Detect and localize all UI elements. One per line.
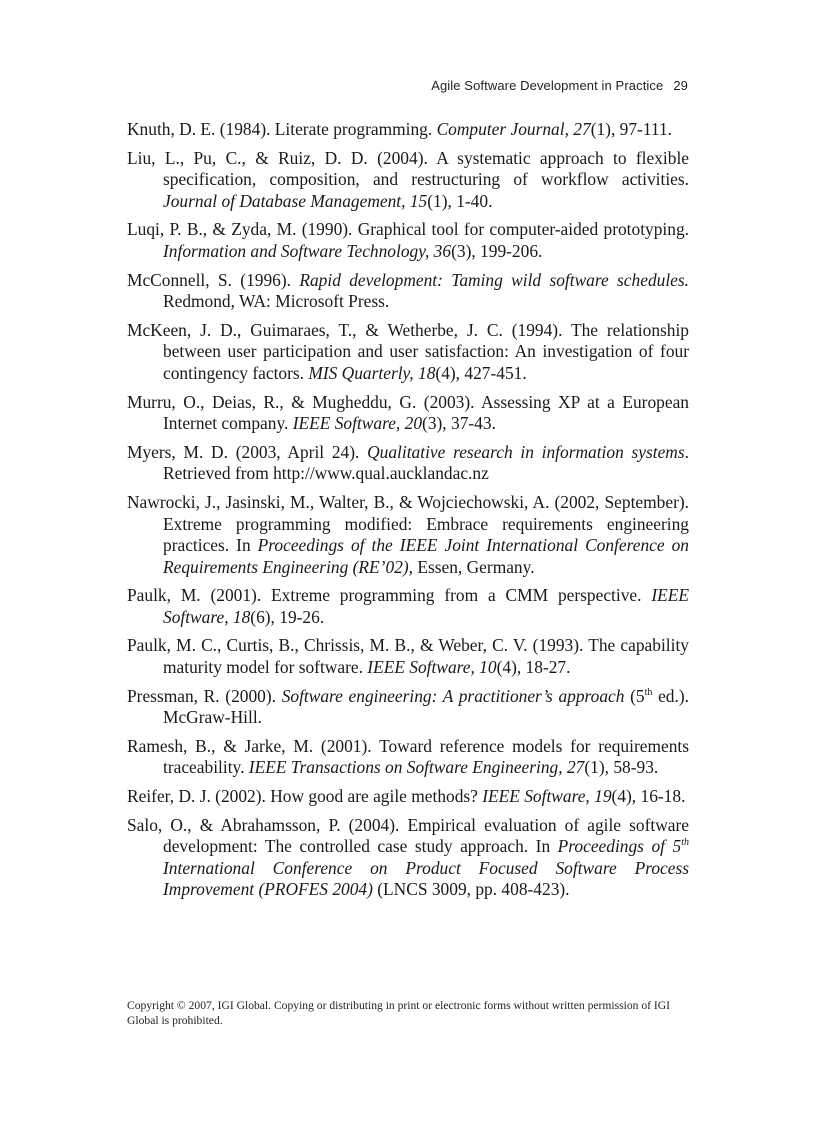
reference-entry — [127, 736, 689, 779]
reference-text: (4), 427-451. — [435, 362, 527, 383]
reference-entry — [127, 686, 689, 729]
reference-text: (LNCS 3009, pp. 408-423). — [372, 879, 570, 900]
reference-text: Paulk, M. (2001). Extreme programming from a CMM perspective. — [127, 585, 652, 606]
reference-italic-text: Software engineering: A practitioner’s approach — [281, 685, 625, 706]
reference-entry — [127, 786, 689, 808]
reference-entry — [127, 148, 689, 213]
reference-text: Redmond, WA: Microsoft Press. — [163, 291, 390, 312]
reference-text: , Essen, Germany. — [408, 556, 535, 577]
reference-italic-text: IEEE Software, 10 — [367, 657, 497, 678]
reference-text: . Retrieved from http://www.qual.aucklandac.nz — [163, 441, 689, 484]
superscript: th — [644, 686, 653, 698]
reference-italic-text: IEEE Software, 20 — [292, 413, 423, 434]
reference-text: Murru, O., Deias, R., & Mugheddu, G. (2003). Assessing XP at a European Internet company. — [127, 391, 689, 434]
reference-italic-text: IEEE Software, 18 — [163, 585, 689, 627]
reference-italic-text: Proceedings of 5 — [557, 836, 682, 857]
reference-entry — [127, 815, 689, 901]
reference-italic-text: IEEE Transactions on Software Engineering, 27 — [248, 757, 585, 778]
reference-text: (3), 37-43. — [422, 413, 496, 434]
reference-text: (5 — [624, 685, 645, 706]
reference-italic-text: Information and Software Technology, 36 — [163, 240, 452, 261]
reference-text: McKeen, J. D., Guimaraes, T., & Wetherbe, J. C. (1994). The relationship between user participation and user satisfaction: An investigation of four contingency factors. — [127, 319, 689, 383]
reference-text: (1), 1-40. — [427, 190, 493, 211]
reference-text: (4), 16-18. — [611, 786, 686, 807]
reference-text: Luqi, P. B., & Zyda, M. (1990). Graphical tool for computer-aided prototyping. — [127, 219, 689, 240]
reference-text: (4), 18-27. — [496, 657, 571, 678]
reference-text: Ramesh, B., & Jarke, M. (2001). Toward reference models for requirements traceability. — [127, 735, 689, 778]
reference-text: Nawrocki, J., Jasinski, M., Walter, B., & Wojciechowski, A. (2002, September). Extreme programming modified: Embrace requirements engineering practices. In — [127, 491, 689, 556]
reference-text: ed.). McGraw-Hill. — [163, 685, 689, 728]
reference-italic-text: IEEE Software, 19 — [482, 786, 612, 807]
running-title: Agile Software Development in Practice — [431, 78, 664, 93]
reference-text: (1), 58-93. — [584, 757, 659, 778]
reference-italic-text: Journal of Database Management, 15 — [163, 190, 428, 211]
reference-text: Knuth, D. E. (1984). Literate programming. — [127, 119, 437, 139]
page-number: 29 — [673, 78, 688, 93]
reference-entry — [127, 442, 689, 485]
reference-italic-text: Rapid development: Taming wild software schedules. — [299, 269, 689, 290]
reference-text: Salo, O., & Abrahamsson, P. (2004). Empirical evaluation of agile software development: The controlled case study approach. In — [127, 814, 689, 857]
reference-text: (1), 97-111. — [590, 119, 672, 139]
reference-entry — [127, 119, 689, 141]
reference-text: (6), 19-26. — [250, 606, 325, 627]
reference-entry — [127, 320, 689, 385]
reference-entry — [127, 585, 689, 628]
reference-text: Myers, M. D. (2003, April 24). — [127, 441, 368, 462]
reference-text: Reifer, D. J. (2002). How good are agile methods? — [127, 786, 483, 807]
superscript: th — [681, 837, 689, 849]
reference-italic-text: Computer Journal, 27 — [436, 119, 591, 139]
reference-text: (3), 199-206. — [451, 240, 543, 261]
reference-italic-text: MIS Quarterly, 18 — [308, 362, 436, 383]
reference-italic-text: International Conference on Product Focused Software Process Improvement (PROFES 2004) — [163, 857, 689, 900]
reference-text: Liu, L., Pu, C., & Ruiz, D. D. (2004). A systematic approach to flexible specification, composition, and restructuring of workflow activities. — [127, 147, 689, 190]
reference-italic-text: Qualitative research in information systems — [367, 441, 685, 462]
reference-entry — [127, 492, 689, 578]
reference-text: Paulk, M. C., Curtis, B., Chrissis, M. B., & Weber, C. V. (1993). The capability maturity model for software. — [127, 635, 689, 678]
reference-text: Pressman, R. (2000). — [127, 685, 282, 706]
reference-list — [127, 119, 689, 908]
reference-entry — [127, 270, 689, 313]
running-header — [431, 78, 688, 93]
reference-entry — [127, 392, 689, 435]
reference-text: McConnell, S. (1996). — [127, 269, 300, 290]
reference-entry — [127, 219, 689, 262]
reference-entry — [127, 635, 689, 678]
copyright-notice: Copyright © 2007, IGI Global. Copying or distributing in print or electronic forms without written permission of IGI Global is prohibited. — [127, 999, 671, 1027]
reference-italic-text: Proceedings of the IEEE Joint International Conference on Requirements Engineering (RE’02) — [163, 535, 689, 577]
